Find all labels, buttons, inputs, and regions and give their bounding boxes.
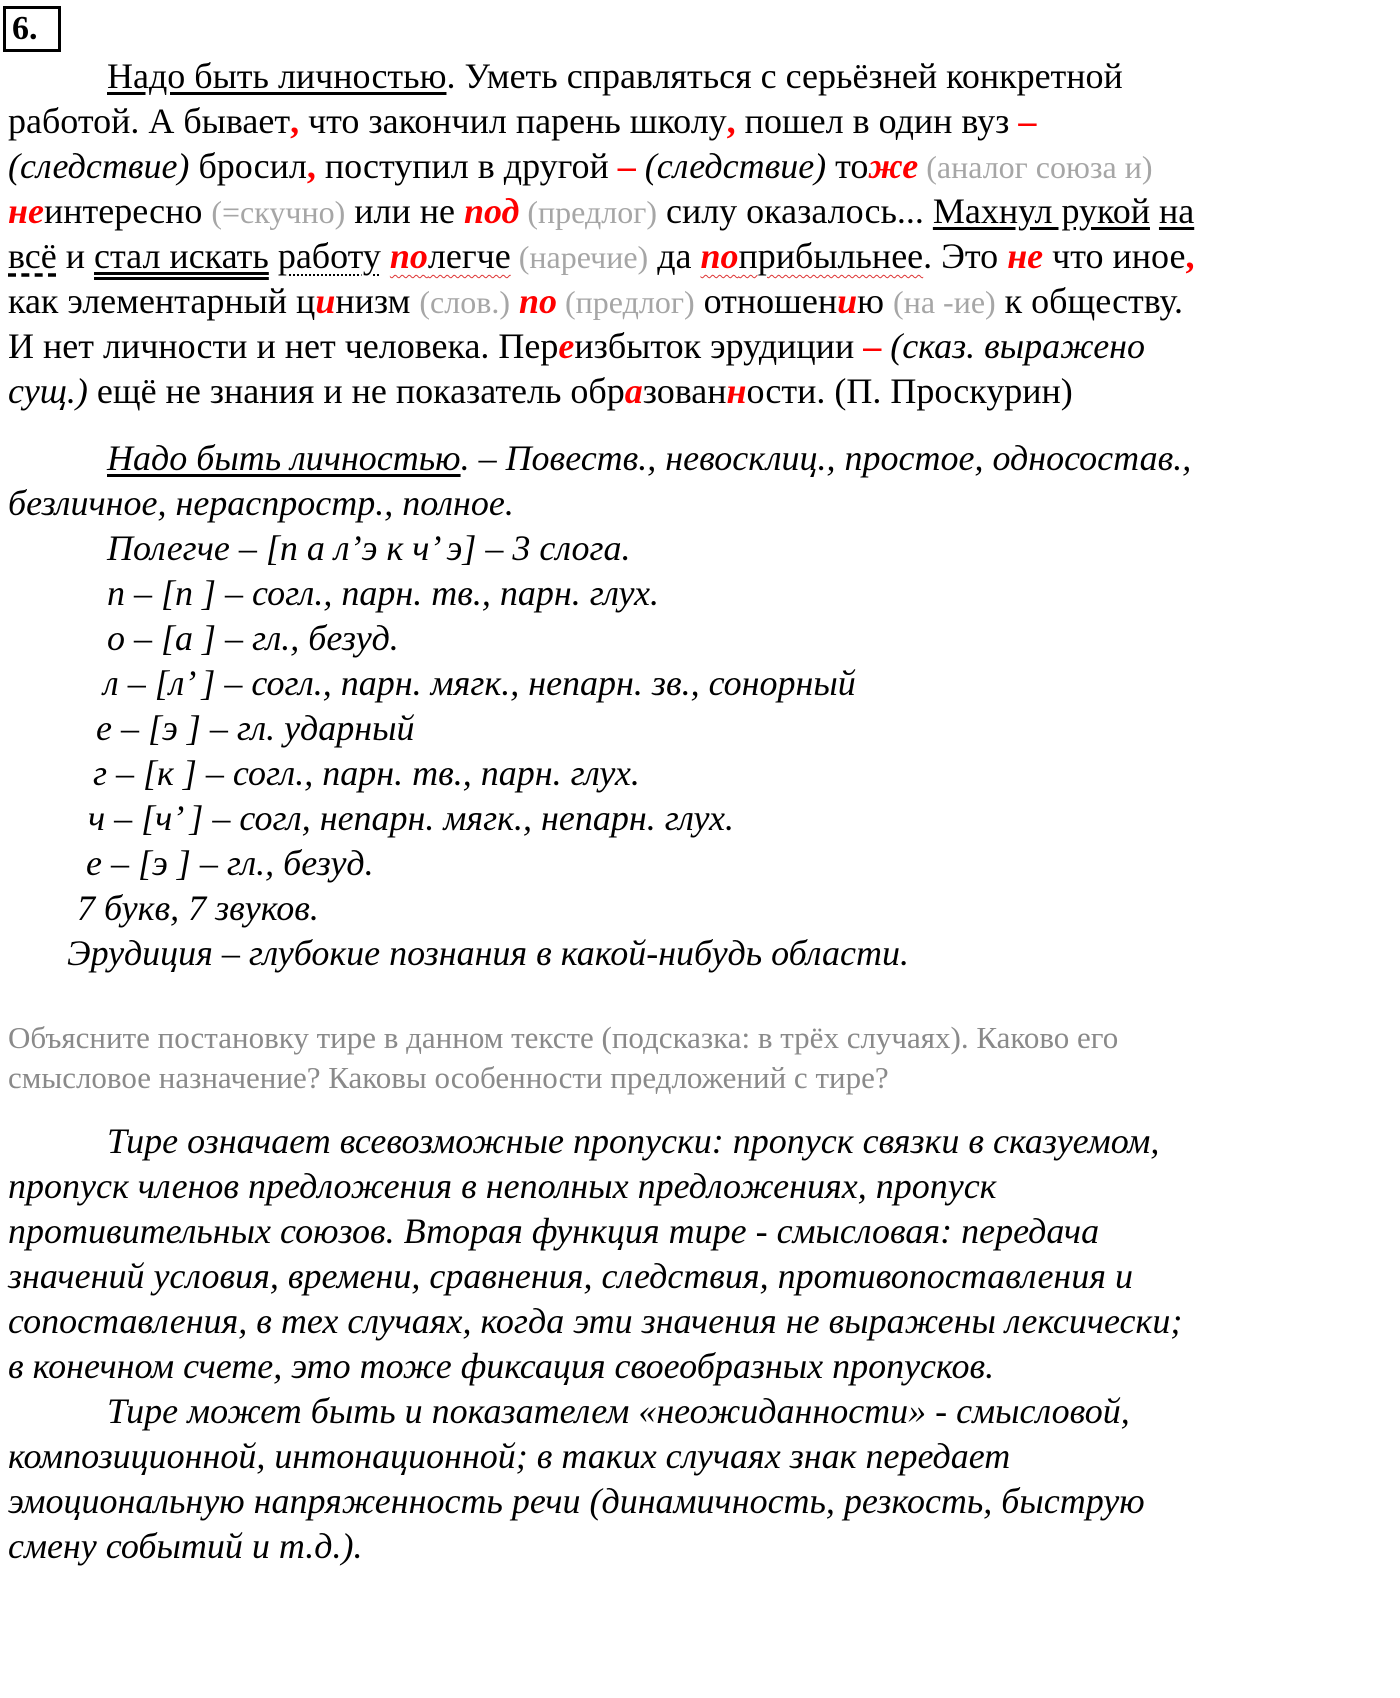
gray-note: (наречие) (510, 239, 649, 275)
phonetic-row: ч – [ч’ ] – согл, непарн. мягк., непарн. глух. (88, 798, 734, 838)
answer-line: сопоставления, в тех случаях, когда эти значения не выражены лексически; (8, 1301, 1183, 1341)
phonetic-row: о – [а ] – гл., безуд. (107, 618, 399, 658)
answer-line: в конечном счете, это тоже фиксация своеобразных пропусков. (8, 1346, 995, 1386)
phonetic-row: г – [к ] – согл., парн. тв., парн. глух. (93, 753, 640, 793)
sentence-analysis-line-2: безличное, нераспростр., полное. (8, 483, 514, 523)
text-line-7: И нет личности и нет человека. Переизбыток эрудиции – (сказ. выражено (8, 326, 1146, 366)
text-line-1: Надо быть личностью. Уметь справляться с серьёзней конкретной (107, 56, 1123, 96)
answer-line: значений условия, времени, сравнения, следствия, противопоставления и (8, 1256, 1134, 1296)
red-comma: , (726, 101, 736, 141)
text-line-5: всё и стал искать работу полегче (наречие) да поприбыльнее. Это не что иное, (8, 236, 1195, 276)
red-comma: , (306, 146, 316, 186)
question-line-2: смысловое назначение? Каковы особенности предложений с тире? (8, 1060, 889, 1095)
text-line-4: неинтересно (=скучно) или не под (предлог) силу оказалось... Махнул рукой на (8, 191, 1195, 231)
phonetic-row: л – [л’ ] – согл., парн. мягк., непарн. зв., сонорный (103, 663, 856, 703)
text-line-3: (следствие) бросил, поступил в другой – (следствие) тоже (аналог союза и) (8, 146, 1153, 186)
gray-note: (предлог) (519, 194, 657, 230)
answer-line: Тире может быть и показателем «неожиданности» - смысловой, (107, 1391, 1130, 1431)
red-dash: – (1018, 101, 1037, 141)
double-underline: стал искать (94, 236, 269, 276)
gray-note: (предлог) (557, 284, 695, 320)
phonetic-title: Полегче – [п а л’э к ч’ э] – 3 слога. (107, 528, 631, 568)
letters-sounds-count: 7 букв, 7 звуков. (77, 888, 319, 928)
gray-note: (на -ие) (893, 284, 996, 320)
answer-line: смену событий и т.д.). (8, 1526, 363, 1566)
answer-line: композиционной, интонационной; в таких случаях знак передает (8, 1436, 1011, 1476)
phonetic-row: е – [э ] – гл., безуд. (86, 843, 374, 883)
text-line-2: работой. А бывает, что закончил парень школу, пошел в один вуз – (8, 101, 1037, 141)
red-dash: – (863, 326, 882, 366)
answer-line: Тире означает всевозможные пропуски: пропуск связки в сказуемом, (107, 1121, 1160, 1161)
red-comma: , (290, 101, 300, 141)
text-line-8: сущ.) ещё не знания и не показатель образованности. (П. Проскурин) (8, 371, 1073, 411)
gray-note: (=скучно) (211, 194, 346, 230)
phonetic-row: п – [п ] – согл., парн. тв., парн. глух. (107, 573, 659, 613)
answer-line: противительных союзов. Вторая функция тире - смысловая: передача (8, 1211, 1100, 1251)
object-underline: работу (277, 236, 381, 276)
phonetic-row: е – [э ] – гл. ударный (96, 708, 415, 748)
question-line-1: Объясните постановку тире в данном тексте (подсказка: в трёх случаях). Каково его (8, 1020, 1119, 1055)
grammatical-basis-underline: Надо быть личностью (107, 56, 447, 96)
dashed-underline: всё (8, 236, 57, 276)
task-number: 6. (3, 6, 61, 52)
answer-line: пропуск членов предложения в неполных предложениях, пропуск (8, 1166, 997, 1206)
gray-note: (аналог союза и) (918, 149, 1153, 185)
gray-note: (слов.) (419, 284, 510, 320)
answer-line: эмоциональную напряженность речи (динамичность, резкость, быструю (8, 1481, 1145, 1521)
red-comma: , (1185, 236, 1195, 276)
red-dash: – (617, 146, 636, 186)
sentence-analysis-line-1: Надо быть личностью. – Повеств., невосклиц., простое, односостав., (107, 438, 1192, 478)
lexical-meaning: Эрудиция – глубокие познания в какой-нибудь области. (67, 933, 909, 973)
text-line-6: как элементарный цинизм (слов.) по (предлог) отношению (на -ие) к обществу. (8, 281, 1183, 321)
